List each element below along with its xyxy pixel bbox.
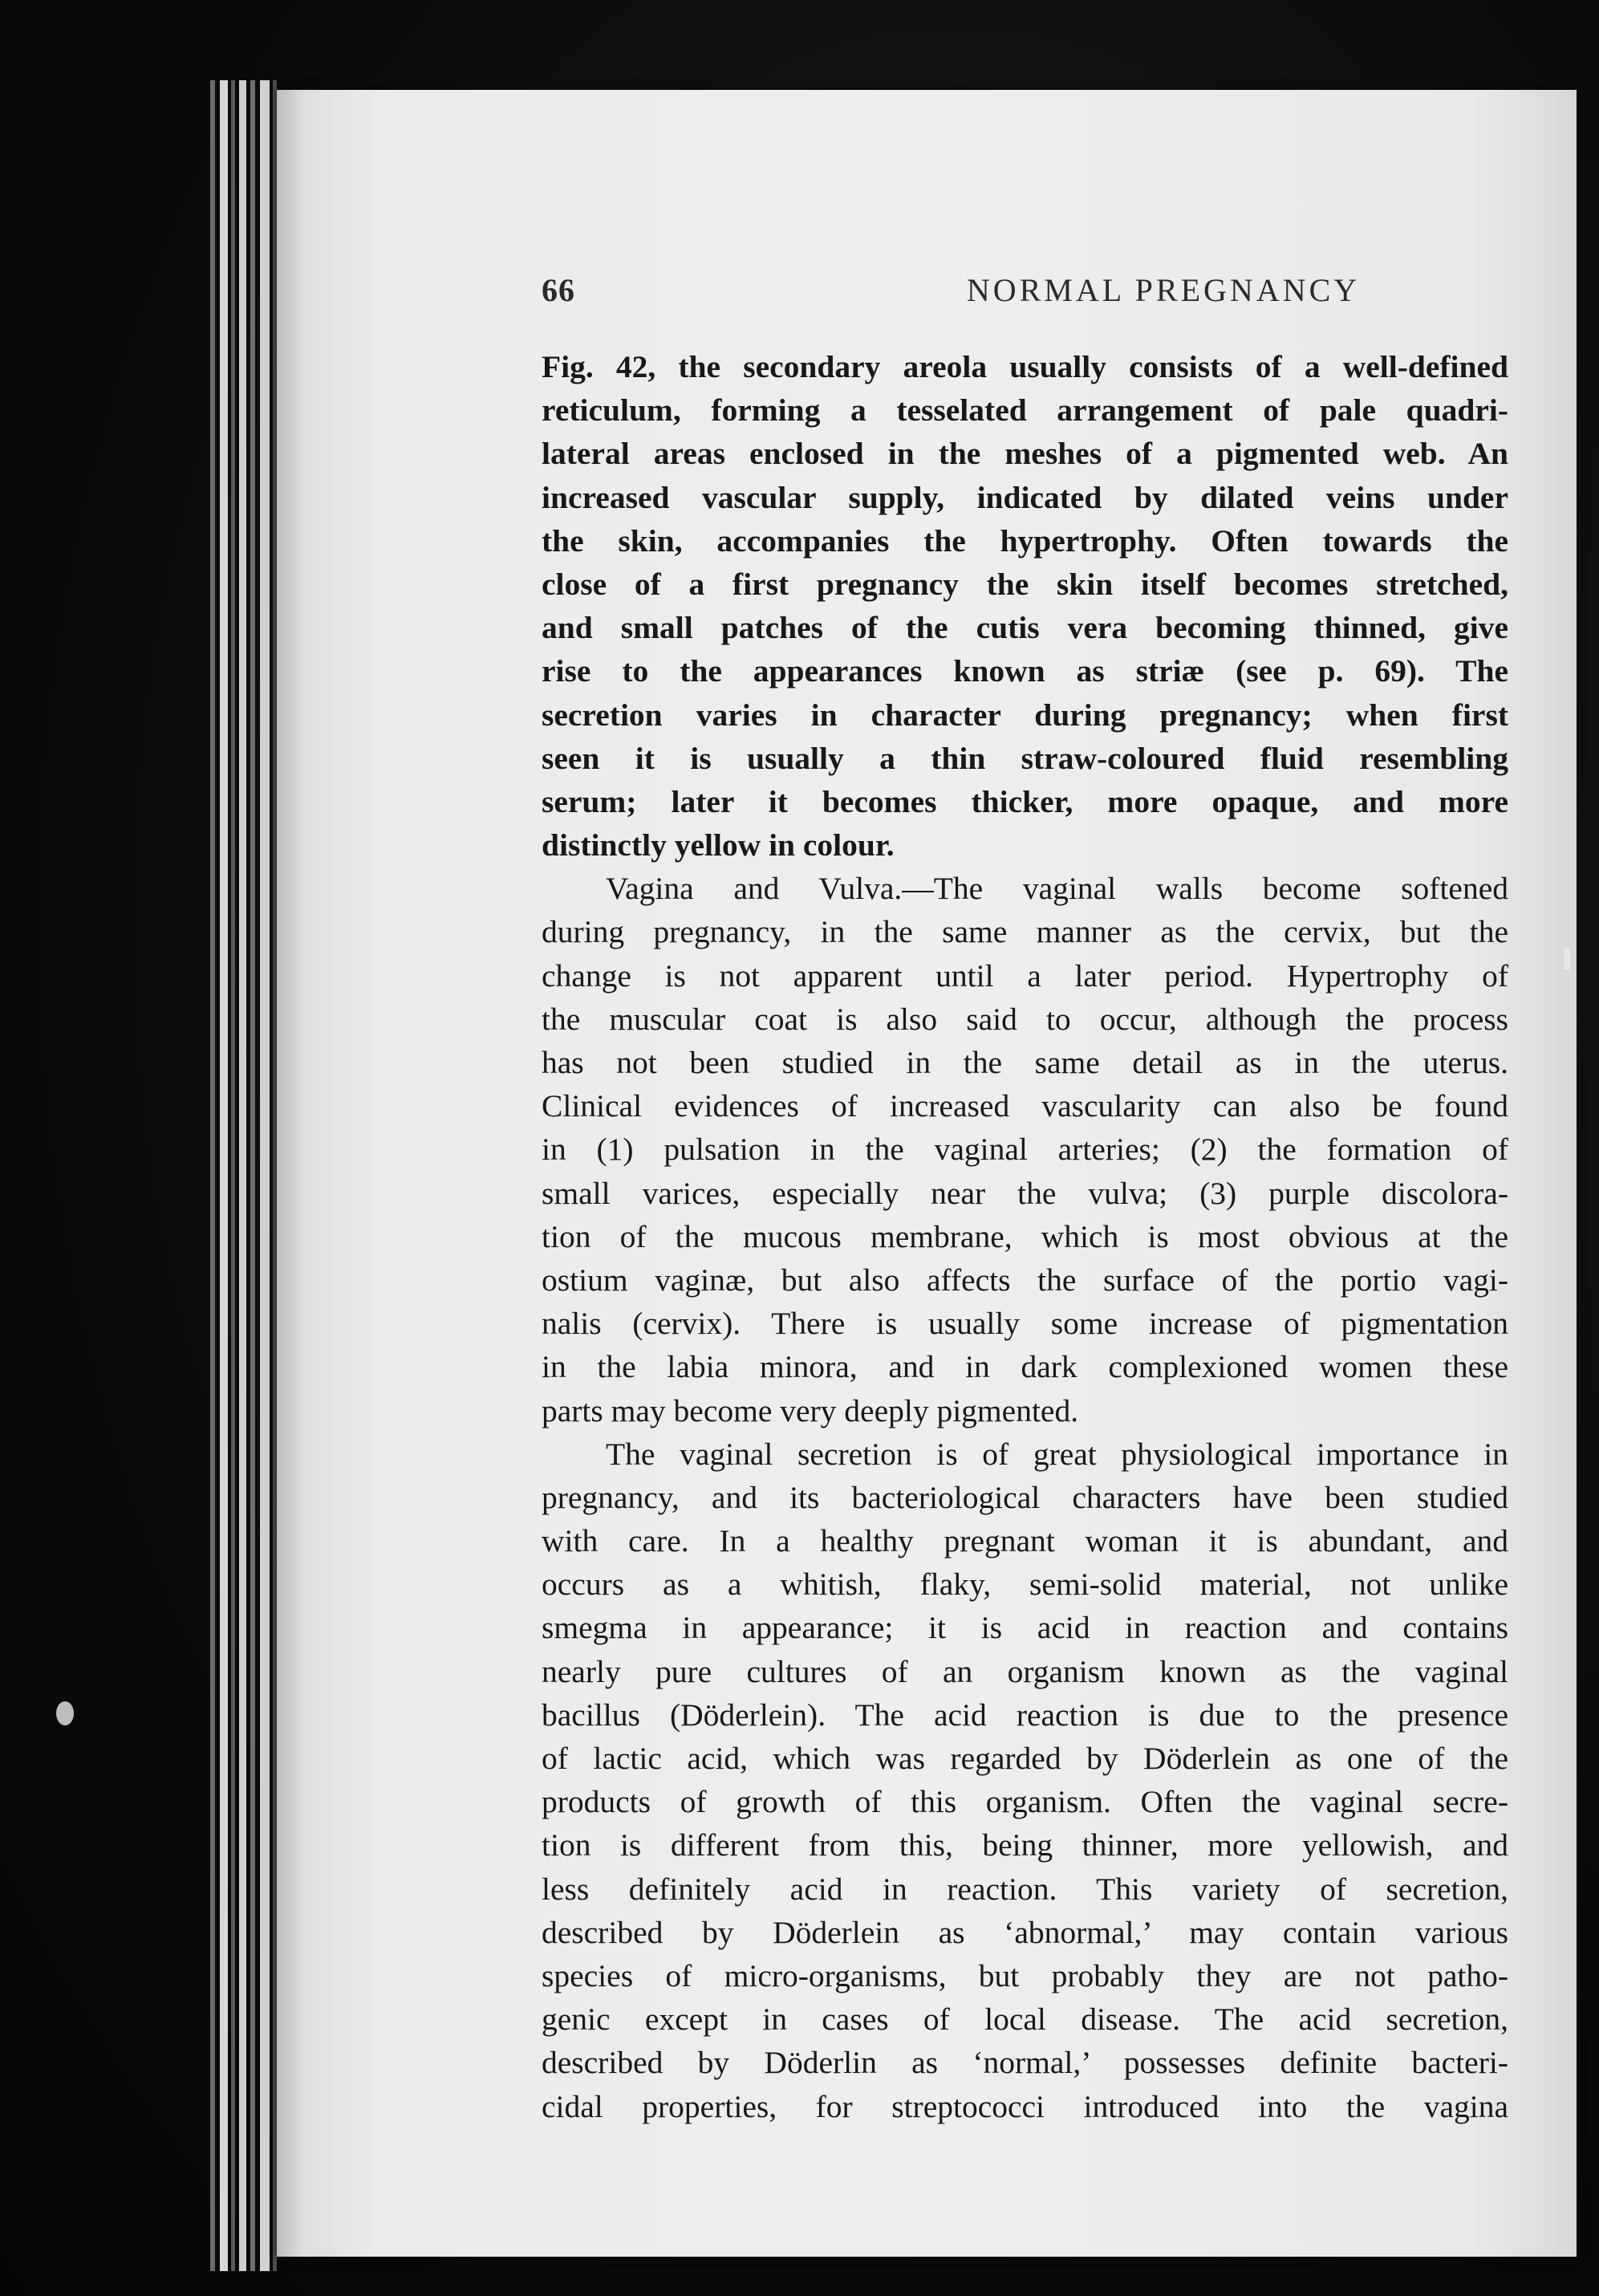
- text-line: during pregnancy, in the same manner as the cervix, but the: [542, 914, 1508, 950]
- text-line: increased vascular supply, indicated by dilated veins under: [542, 479, 1508, 515]
- body-text: [542, 345, 1508, 2128]
- text-line: distinctly yellow in colour.: [542, 827, 895, 864]
- text-line: seen it is usually a thin straw-coloured fluid resembling: [542, 740, 1508, 776]
- text-line: cidal properties, for streptococci introduced into the vagina: [542, 2088, 1508, 2124]
- text-line: of lactic acid, which was regarded by Döderlein as one of the: [542, 1741, 1508, 1776]
- text-line: has not been studied in the same detail as in the uterus.: [542, 1045, 1508, 1080]
- text-line: species of micro-organisms, but probably they are not patho-: [542, 1957, 1508, 1993]
- text-line: tion of the mucous membrane, which is most obvious at the: [542, 1218, 1508, 1254]
- text-line: Vagina and Vulva.—The vaginal walls become softened: [606, 871, 1508, 907]
- text-line: and small patches of the cutis vera becoming thinned, give: [542, 610, 1508, 646]
- margin-mark: [1564, 949, 1570, 969]
- text-line: described by Döderlein as ‘abnormal,’ may contain various: [542, 1914, 1508, 1950]
- text-line: the muscular coat is also said to occur, although the process: [542, 1001, 1508, 1037]
- text-line: smegma in appearance; it is acid in reaction and contains: [542, 1610, 1508, 1646]
- text-line: ostium vaginæ, but also affects the surface of the portio vagi-: [542, 1262, 1508, 1298]
- text-line: genic except in cases of local disease. The acid secretion,: [542, 2001, 1508, 2038]
- running-head: [542, 271, 1599, 319]
- text-line: Clinical evidences of increased vascularity can also be found: [542, 1088, 1508, 1124]
- text-line: secretion varies in character during pregnancy; when first: [542, 697, 1508, 733]
- text-line: small varices, especially near the vulva; (3) purple discolora-: [542, 1175, 1508, 1211]
- text-line: change is not apparent until a later period. Hypertrophy of: [542, 957, 1508, 994]
- text-line: described by Döderlin as ‘normal,’ possesses definite bacteri-: [542, 2045, 1508, 2081]
- text-line: nearly pure cultures of an organism known as the vaginal: [542, 1653, 1508, 1689]
- text-line: close of a first pregnancy the skin itself becomes stretched,: [542, 566, 1508, 602]
- text-line: The vaginal secretion is of great physiological importance in: [606, 1436, 1508, 1472]
- scan-artifact: [56, 1701, 74, 1725]
- text-line: tion is different from this, being thinner, more yellowish, and: [542, 1827, 1508, 1863]
- text-line: pregnancy, and its bacteriological characters have been studied: [542, 1479, 1508, 1515]
- text-line: the skin, accompanies the hypertrophy. Often towards the: [542, 522, 1508, 559]
- text-line: less definitely acid in reaction. This variety of secretion,: [542, 1871, 1508, 1907]
- text-line: bacillus (Döderlein). The acid reaction is due to the presence: [542, 1697, 1508, 1733]
- text-line: products of growth of this organism. Often the vaginal secre-: [542, 1784, 1508, 1820]
- text-line: nalis (cervix). There is usually some increase of pigmentation: [542, 1306, 1508, 1342]
- text-line: reticulum, forming a tesselated arrangement of pale quadri-: [542, 392, 1508, 429]
- text-line: serum; later it becomes thicker, more opaque, and more: [542, 783, 1508, 819]
- text-line: with care. In a healthy pregnant woman it is abundant, and: [542, 1523, 1508, 1559]
- running-title: NORMAL PREGNANCY: [966, 272, 1361, 308]
- text-line: parts may become very deeply pigmented.: [542, 1392, 1079, 1428]
- text-line: in (1) pulsation in the vaginal arteries; (2) the formation of: [542, 1132, 1508, 1168]
- text-line: lateral areas enclosed in the meshes of a pigmented web. An: [542, 436, 1508, 472]
- text-line: Fig. 42, the secondary areola usually consists of a well-defined: [542, 349, 1508, 384]
- text-line: in the labia minora, and in dark complexioned women these: [542, 1349, 1508, 1385]
- text-line: rise to the appearances known as striæ (see p. 69). The: [542, 653, 1508, 689]
- page-number: 66: [542, 272, 575, 308]
- text-line: occurs as a whitish, flaky, semi-solid material, not unlike: [542, 1567, 1508, 1603]
